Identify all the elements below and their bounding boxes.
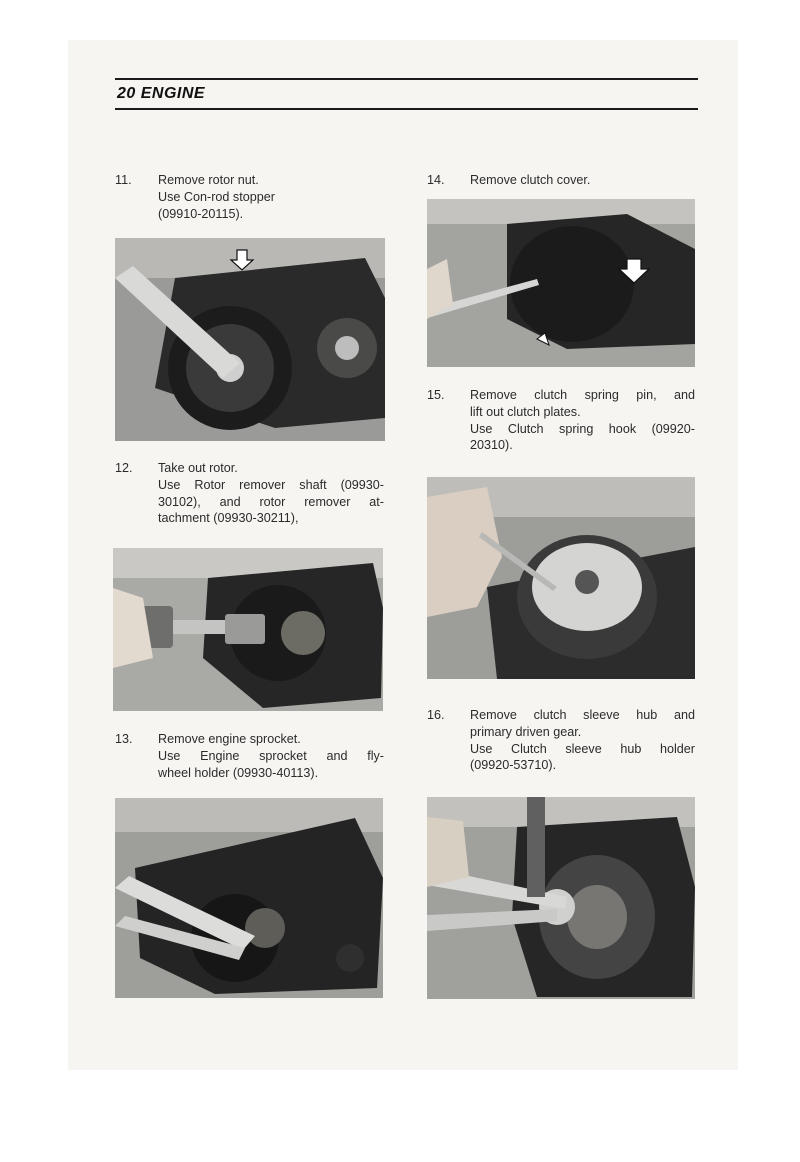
step-text-line: 30102), and rotor remover at- — [158, 494, 384, 509]
engine-sprocket-removal-photo — [115, 798, 383, 998]
step-number: 16. — [427, 708, 445, 722]
step-text-line: Use Rotor remover shaft (09930- — [158, 477, 384, 492]
clutch-spring-removal-photo — [427, 477, 695, 679]
page-header-title: 20 ENGINE — [117, 85, 206, 102]
step-number: 11. — [115, 173, 132, 187]
step-text-line: lift out clutch plates. — [470, 404, 581, 419]
step-text-line: Use Clutch sleeve hub holder — [470, 741, 695, 756]
step-text-line: Remove clutch sleeve hub and — [470, 708, 695, 722]
step-text-line: primary driven gear. — [470, 724, 582, 739]
step-text-line: Remove engine sprocket. — [158, 732, 301, 746]
step-text-line: Use Engine sprocket and fly- — [158, 748, 384, 763]
clutch-cover-removal-photo — [427, 199, 695, 367]
clutch-sleeve-hub-removal-photo — [427, 797, 695, 999]
step-text-line: Remove clutch spring pin, and — [470, 388, 695, 402]
rotor-removal-photo — [113, 548, 383, 711]
step-number: 12. — [115, 461, 133, 475]
step-text-line: Use Con-rod stopper — [158, 189, 275, 204]
step-text-line: Take out rotor. — [158, 461, 238, 475]
step-text-line: Remove clutch cover. — [470, 173, 591, 187]
rotor-nut-removal-photo — [115, 238, 385, 441]
step-text-line: (09910-20115). — [158, 206, 244, 221]
header-top-rule — [115, 78, 698, 80]
step-number: 15. — [427, 388, 445, 402]
step-text-line: 20310). — [470, 438, 513, 453]
step-text-line: Remove rotor nut. — [158, 173, 259, 187]
step-text-line: (09920-53710). — [470, 758, 557, 773]
step-number: 14. — [427, 173, 445, 187]
step-text-line: Use Clutch spring hook (09920- — [470, 421, 695, 436]
header-bottom-rule — [115, 108, 698, 110]
step-text-line: tachment (09930-30211), — [158, 511, 299, 526]
step-text-line: wheel holder (09930-40113). — [158, 765, 319, 780]
step-number: 13. — [115, 732, 133, 746]
